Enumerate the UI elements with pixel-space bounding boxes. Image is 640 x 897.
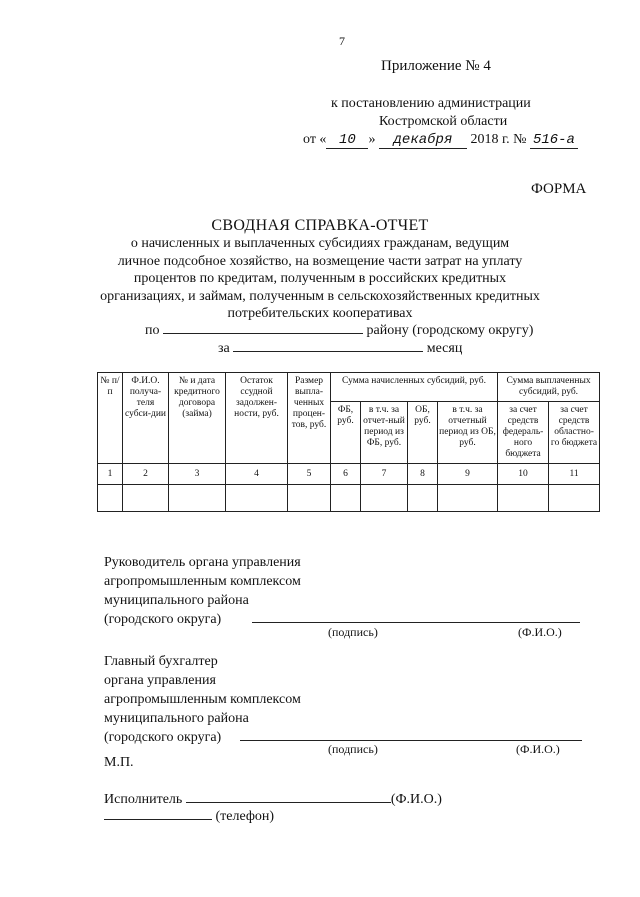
form-label: ФОРМА <box>531 181 587 197</box>
district-line <box>145 321 533 339</box>
executor-name-caption: (Ф.И.О.) <box>390 792 442 807</box>
page-number: 7 <box>339 34 345 48</box>
decree-month: декабря <box>379 133 467 149</box>
district-blank <box>163 321 363 334</box>
decree-day: 10 <box>326 133 368 149</box>
col-header-ob-period: в т.ч. за отчетный период из ОБ, руб. <box>438 402 498 464</box>
empty-cell <box>408 485 438 512</box>
phone-blank <box>104 807 212 820</box>
month-suffix: месяц <box>426 341 463 356</box>
col-header-federal: за счет средств федераль-ного бюджета <box>498 402 549 464</box>
col-header-debt: Остаток ссудной задолжен-ности, руб. <box>226 373 288 464</box>
column-number: 8 <box>408 464 438 485</box>
month-line <box>218 339 462 357</box>
month-prefix: за <box>218 341 230 356</box>
col-header-fb: ФБ, руб. <box>331 402 361 464</box>
head-label-line: муниципального района <box>104 593 249 608</box>
col-header-fb-period: в т.ч. за отчет-ный период из ФБ, руб. <box>361 402 408 464</box>
appendix-label: Приложение № 4 <box>381 58 491 74</box>
district-suffix: району (городскому округу) <box>366 323 534 338</box>
col-header-recipient: Ф.И.О. получа-теля субси-дии <box>123 373 169 464</box>
document-subtitle <box>0 235 640 323</box>
accountant-label-line: Главный бухгалтер <box>104 654 218 669</box>
column-number-row <box>98 464 600 485</box>
table-header-row <box>98 373 600 402</box>
report-table <box>97 372 600 512</box>
empty-cell <box>98 485 123 512</box>
decree-year: 2018 г. № <box>470 132 527 147</box>
accountant-label-line: муниципального района <box>104 711 249 726</box>
accountant-signature-label <box>104 652 301 747</box>
head-name-caption: (Ф.И.О.) <box>518 625 562 639</box>
empty-cell <box>226 485 288 512</box>
empty-cell <box>169 485 226 512</box>
column-number: 9 <box>438 464 498 485</box>
table-row <box>98 485 600 512</box>
accountant-label-line: (городского округа) <box>104 730 222 745</box>
empty-cell <box>331 485 361 512</box>
executor-line <box>104 790 442 808</box>
column-number: 4 <box>226 464 288 485</box>
subtitle-line: процентов по кредитам, полученным в российских кредитных <box>133 271 507 286</box>
document-title: СВОДНАЯ СПРАВКА-ОТЧЕТ <box>211 217 429 234</box>
executor-label: Исполнитель <box>104 792 183 807</box>
accountant-sign-caption: (подпись) <box>328 742 378 756</box>
column-number: 1 <box>98 464 123 485</box>
subtitle-line: о начисленных и выплаченных субсидиях гражданам, ведущим <box>130 236 510 251</box>
column-number: 5 <box>288 464 331 485</box>
subtitle-line: личное подсобное хозяйство, на возмещение части затрат на уплату <box>117 253 523 269</box>
col-header-paid-group: Сумма выплаченных субсидий, руб. <box>498 373 600 402</box>
month-blank <box>233 339 423 352</box>
head-signature-label <box>104 553 301 629</box>
empty-cell <box>438 485 498 512</box>
subtitle-line: потребительских кооперативах <box>227 306 413 321</box>
subtitle-line: организациях, и займам, полученным в сельскохозяйственных кредитных <box>100 288 540 304</box>
executor-blank <box>186 790 391 803</box>
decree-date-line <box>303 132 578 149</box>
head-signature-line <box>252 622 580 623</box>
phone-caption: (телефон) <box>215 809 275 824</box>
column-number: 6 <box>331 464 361 485</box>
district-prefix: по <box>145 323 160 338</box>
empty-cell <box>361 485 408 512</box>
decree-number: 516-а <box>530 133 578 149</box>
empty-cell <box>498 485 549 512</box>
head-label-line: агропромышленным комплексом <box>104 574 301 589</box>
accountant-signature-line <box>240 740 582 741</box>
column-number: 2 <box>123 464 169 485</box>
phone-line <box>104 807 274 825</box>
accountant-label-line: органа управления <box>104 673 216 688</box>
col-header-interest: Размер выпла-ченных процен-тов, руб. <box>288 373 331 464</box>
region-name: Костромской области <box>379 114 508 129</box>
head-label-line: (городского округа) <box>104 612 222 627</box>
column-number: 10 <box>498 464 549 485</box>
date-prefix: от « <box>303 132 327 147</box>
stamp-label: М.П. <box>104 755 134 770</box>
head-label-line: Руководитель органа управления <box>104 555 301 570</box>
accountant-name-caption: (Ф.И.О.) <box>516 742 560 756</box>
date-close-quote: » <box>368 132 376 147</box>
head-sign-caption: (подпись) <box>328 625 378 639</box>
col-header-ob: ОБ, руб. <box>408 402 438 464</box>
decree-reference: к постановлению администрации <box>331 96 531 111</box>
col-header-regional: за счет средств областно-го бюджета <box>549 402 600 464</box>
empty-cell <box>549 485 600 512</box>
accountant-label-line: агропромышленным комплексом <box>104 692 301 707</box>
column-number: 3 <box>169 464 226 485</box>
empty-cell <box>288 485 331 512</box>
col-header-contract: № и дата кредитного договора (займа) <box>169 373 226 464</box>
col-header-accrued-group: Сумма начисленных субсидий, руб. <box>331 373 498 402</box>
column-number: 11 <box>549 464 600 485</box>
empty-cell <box>123 485 169 512</box>
col-header-number: № п/п <box>98 373 123 464</box>
column-number: 7 <box>361 464 408 485</box>
